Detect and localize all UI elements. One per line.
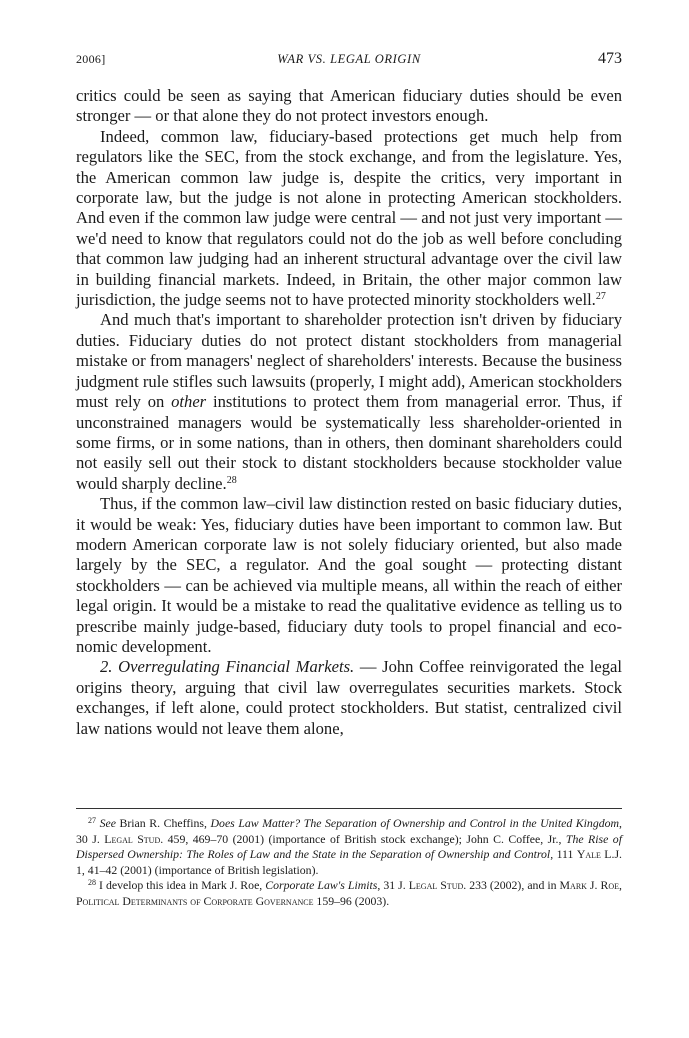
header-running-title: WAR VS. LEGAL ORIGIN <box>277 52 421 66</box>
paragraph-4: Thus, if the common law–civil law distinction rested on basic fiduciary duties, it would be weak: Yes, fiduciary duties have been important to common law. But modern American corporate law is not solely fiduciary oriented, but also made largely by the SEC, a regulator. And the goal sought — protecting distant stockholders — can be achieved via multiple means, all within the reach of either legal origin. It would be a mistake to read the qualitative evidence as telling us to prescribe mainly judge-based, fiduciary duty tools to propel financial and economic development. <box>76 494 622 656</box>
footnote-divider <box>76 808 622 809</box>
section-heading: 2. Overregulating Financial Markets. <box>100 657 355 677</box>
paragraph-5: 2. Overregulating Financial Markets. — John Coffee reinvigorated the legal origins theory, arguing that civil law overregulates securities markets. Stock exchanges, if left alone, could protect stockholders. But statist, centralized civil law nations would not leave them alone, <box>76 657 622 738</box>
paragraph-2: Indeed, common law, fiduciary-based protections get much help from regulators like the SEC, from the stock exchange, and from the legislature. Yes, the American common law judge is, despite the critics, very important in corporate law, but the judge is not alone in protecting American stockholders. And even if the common law judge were central — and not just very important — we'd need to know that regulators could not do the job as well before concluding that common law judging had an inherent structural advantage over the civil law in building financial markets. Indeed, in Britain, the other major common law jurisdiction, the judge seems not to have protected minority stockholders well.$^{27}$ <box>76 126 622 310</box>
emphasis-other: other <box>171 392 207 412</box>
footnotes <box>76 816 622 910</box>
running-header <box>76 50 622 72</box>
page-number: 473 <box>598 50 622 67</box>
header-year: 2006] <box>76 52 106 66</box>
footnote-ref-28[interactable]: 28 <box>226 474 237 486</box>
footnote-ref-27[interactable]: 27 <box>595 291 606 303</box>
paragraph-3: And much that's important to shareholder protection isn't driven by fiduciary duties. Fiduciary duties do not protect distant stockholders from managerial mistake or from managers' neglect of shareholders' interests. Because the business judgment rule stifles such lawsuits (properly, I might add), American stockholders must rely on other institutions to protect them from managerial error. Thus, if unconstrained managers would be systematically less shareholder-oriented in some firms, or in some nations, than in others, then dominant shareholders could not easily sell out their stock to distant stockholders because stockholder value would sharply decline.$^{28}$ <box>76 310 622 493</box>
paragraph-1: critics could be seen as saying that American fiduciary duties should be even stronger — or that alone they do not protect investors enough. <box>76 86 622 126</box>
body-text <box>76 86 622 739</box>
footnote-27: $^{27}$ See Brian R. Cheffins, Does Law Matter? The Separation of Ownership and Control in the United Kingdom, 30 J. Legal Stud. 459, 469–70 (2001) (importance of British stock exchange); John C. Coffee, Jr., The Rise of Dispersed Ownership: The Roles of Law and the State in the Separation of Ownership and Control, 111 Yale L.J. 1, 41–42 (2001) (importance of British legislation). <box>76 816 622 877</box>
footnote-28: $^{28}$ I develop this idea in Mark J. Roe, Corporate Law's Limits, 31 J. Legal Stud. 233 (2002), and in Mark J. Roe, Political Determinants of Corporate Governance 159–96 (2003). <box>76 878 622 908</box>
